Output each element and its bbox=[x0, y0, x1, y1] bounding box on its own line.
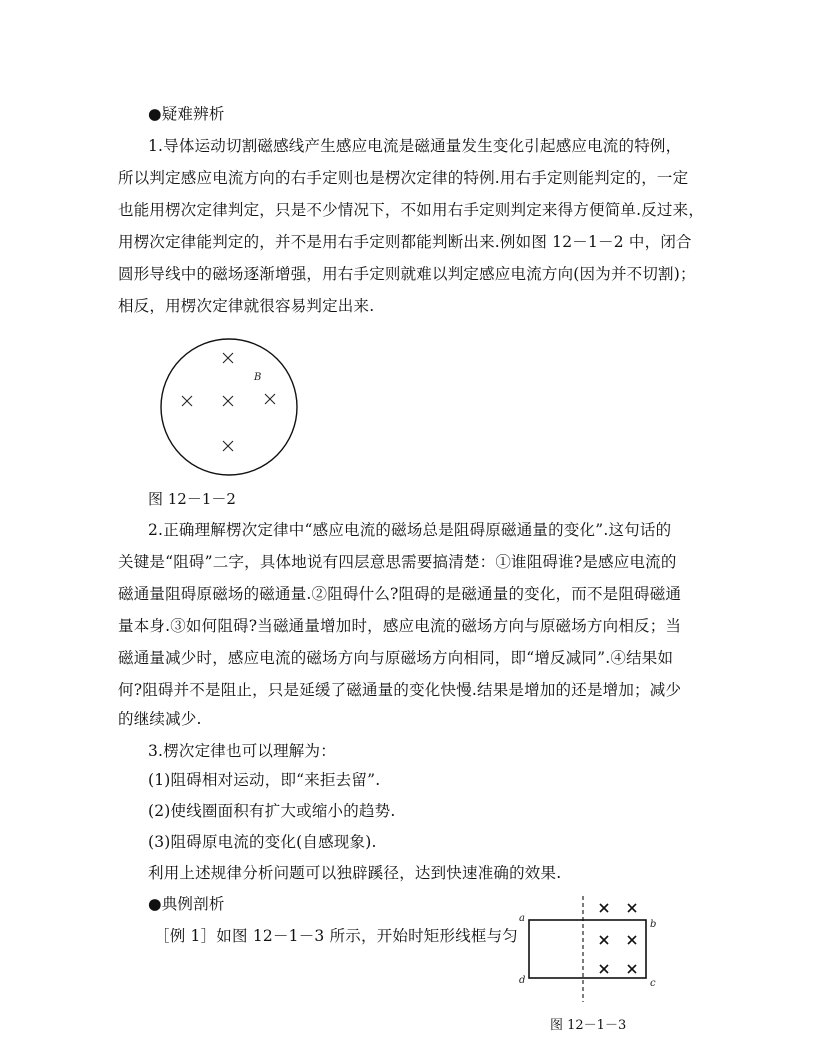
para1-line: 用楞次定律能判定的，并不是用右手定则都能判断出来.例如图 12－1－2 中，闭合 bbox=[118, 233, 692, 251]
corner-label-a: a bbox=[519, 913, 525, 924]
figure-circular-loop bbox=[156, 334, 306, 482]
figure-caption: 图 12－1－3 bbox=[550, 1018, 627, 1033]
para2-line: 磁通量阻碍原磁场的磁通量.②阻碍什么?阻碍的是磁通量的变化，而不是阻碍磁通 bbox=[118, 585, 682, 603]
field-cross-icon bbox=[628, 904, 636, 912]
para3-item: (3)阻碍原电流的变化(自感现象). bbox=[148, 833, 377, 851]
example1-text: ［例 1］如图 12－1－3 所示，开始时矩形线框与匀 bbox=[154, 927, 518, 945]
para1-line: 也能用楞次定律判定，只是不少情况下，不如用右手定则判定来得方便简单.反过来， bbox=[118, 201, 705, 219]
para2-line: 何?阻碍并不是阻止，只是延缓了磁通量的变化快慢.结果是增加的还是增加；减少 bbox=[118, 681, 682, 699]
para2-line: 关键是“阻碍”二字，具体地说有四层意思需要搞清楚：①谁阻碍谁?是感应电流的 bbox=[118, 553, 677, 571]
para2-line: 磁通量减少时，感应电流的磁场方向与原磁场方向相同，即“增反减同”.④结果如 bbox=[118, 649, 674, 667]
para1-line: 圆形导线中的磁场逐渐增强，用右手定则就难以判定感应电流方向(因为并不切割)； bbox=[118, 265, 696, 283]
para1-line: 所以判定感应电流方向的右手定则也是楞次定律的特例.用右手定则能判定的，一定 bbox=[118, 169, 689, 187]
para2-line: 的继续减少. bbox=[118, 710, 202, 728]
field-cross-icon bbox=[600, 965, 608, 973]
section-heading-doubts: ●疑难辨析 bbox=[148, 105, 225, 123]
para1-line: 相反，用楞次定律就很容易判定出来. bbox=[118, 297, 375, 315]
para3-item: (1)阻碍相对运动，即“来拒去留”. bbox=[148, 771, 381, 789]
field-cross-marks bbox=[182, 353, 275, 451]
field-cross-icon bbox=[223, 396, 233, 406]
corner-label-b: b bbox=[650, 919, 657, 930]
para2-line: 量本身.③如何阻碍?当磁通量增加时，感应电流的磁场方向与原磁场方向相反；当 bbox=[118, 617, 682, 635]
para3-intro: 3.楞次定律也可以理解为： bbox=[148, 742, 336, 760]
field-cross-icon bbox=[265, 394, 275, 404]
rectangular-frame bbox=[529, 920, 646, 978]
para3-item: (2)使线圈面积有扩大或缩小的趋势. bbox=[148, 802, 396, 820]
corner-label-c: c bbox=[650, 978, 656, 989]
field-cross-icon bbox=[600, 936, 608, 944]
field-cross-icon bbox=[600, 904, 608, 912]
field-cross-icon bbox=[628, 965, 636, 973]
field-cross-icon bbox=[223, 353, 233, 363]
section-heading-examples: ●典例剖析 bbox=[148, 895, 225, 913]
figure-caption: 图 12－1－2 bbox=[148, 490, 236, 508]
field-label: B bbox=[254, 372, 262, 383]
field-cross-marks bbox=[600, 904, 636, 973]
figure-rectangular-loop bbox=[514, 890, 664, 1020]
para2-line: 2.正确理解楞次定律中“感应电流的磁场总是阻碍原磁通量的变化”.这句话的 bbox=[148, 521, 672, 539]
field-cross-icon bbox=[223, 441, 233, 451]
para3-conclusion: 利用上述规律分析问题可以独辟蹊径，达到快速准确的效果. bbox=[148, 864, 562, 882]
corner-label-d: d bbox=[519, 975, 526, 986]
field-cross-icon bbox=[628, 936, 636, 944]
para1-line: 1.导体运动切割磁感线产生感应电流是磁通量发生变化引起感应电流的特例， bbox=[148, 137, 682, 155]
field-cross-icon bbox=[182, 396, 192, 406]
